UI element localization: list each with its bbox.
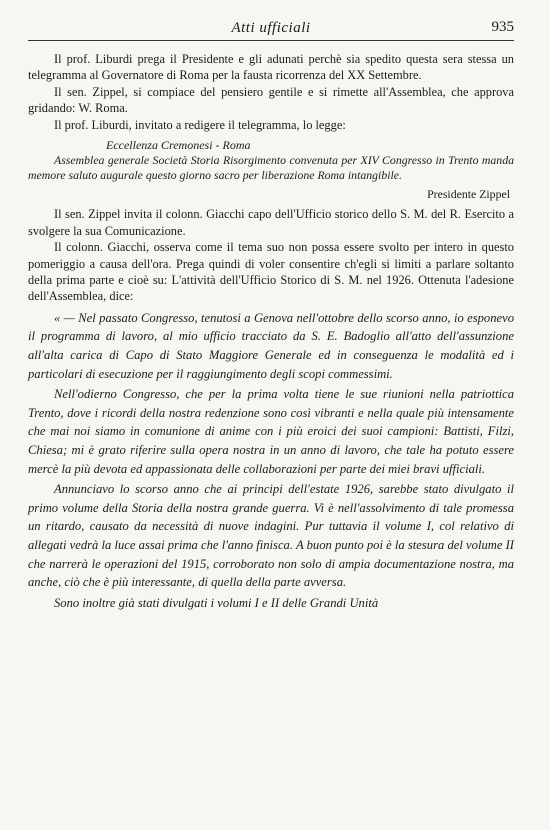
paragraph: Il prof. Liburdi prega il Presidente e gli adunati perchè sia spedito questa sera stessa un telegramma al Governatore di Roma per la fausta ricorrenza del XX Settembre.	[28, 52, 514, 83]
speech-paragraph: « — Nel passato Congresso, tenutosi a Genova nell'ottobre dello scorso anno, io esponevo il programma di lavoro, al mio ufficio tracciato da S. E. Badoglio all'atto dell'assunzione all'alta carica di Capo di Stato Maggiore Generale ed in conseguenza le modalità ed i particolari di esecuzione per il raggiungimento degli scopi commessimi.	[28, 310, 514, 381]
telegram-block	[28, 137, 514, 202]
telegram-signature: Presidente Zippel	[427, 187, 510, 202]
speech-block	[28, 309, 514, 613]
telegram-recipient: Eccellenza Cremonesi - Roma	[106, 138, 251, 153]
running-header	[28, 14, 514, 41]
body-text	[28, 51, 514, 612]
paragraph: Il sen. Zippel invita il colonn. Giacchi capo dell'Ufficio storico dello S. M. del R. Esercito a svolgere la sua Comunicazione.	[28, 207, 514, 238]
speech-paragraph: Sono inoltre già stati divulgati i volumi I e II delle Grandi Unità	[54, 595, 379, 610]
speech-paragraph: Annunciavo lo scorso anno che ai principi dell'estate 1926, sarebbe stato divulgato il primo volume della Storia della nostra grande guerra. Vi è nell'assolvimento di tale promessa un ritardo, causato da necessità di nuove indagini. Pur tuttavia il volume I, col relativo di allegati vedrà la luce assai prima che l'anno finisca. A buon punto poi è la stesura del volume II che narrerà le operazioni del 1915, corroborato non solo di ampia documentazione nostra, ma anche, ciò che è più interessante, di quella della parte avversa.	[28, 482, 514, 590]
speech-paragraph: Nell'odierno Congresso, che per la prima volta tiene le sue riunioni nella patriottica Trento, dove i ricordi della nostra redenzione sono così vibranti e nella quale più intensamente che mai noi siamo in comunione di anime con i più eroici dei suoi campioni: Battisti, Filzi, Chiesa; mi è grato riferire sulla opera nostra in un anno di lavoro, che tale ha potuto essere mercè la più devota ed appassionata delle collaborazioni per parte dei miei bravi ufficiali.	[28, 387, 514, 476]
telegram-body: Assemblea generale Società Storia Risorgimento convenuta per XIV Congresso in Trento manda memore saluto augurale questo giorno sacro per liberazione Roma intangibile.	[28, 153, 514, 183]
paragraph: Il sen. Zippel, si compiace del pensiero gentile e si rimette all'Assemblea, che approva gridando: W. Roma.	[28, 84, 514, 116]
page-number: 935	[491, 19, 514, 35]
paragraph: Il prof. Liburdi, invitato a redigere il telegramma, lo legge:	[54, 117, 346, 132]
paragraph: Il colonn. Giacchi, osserva come il tema suo non possa essere svolto per intero in questo pomeriggio a causa dell'ora. Prega quindi di voler consentire ch'egli si limiti a parlare soltanto della prima parte e cioè su: L'attività dell'Ufficio Storico di S. M. nel 1926. Ottenuta l'adesione dell'Assemblea, dice:	[28, 240, 514, 304]
running-title: Atti ufficiali	[231, 20, 311, 36]
